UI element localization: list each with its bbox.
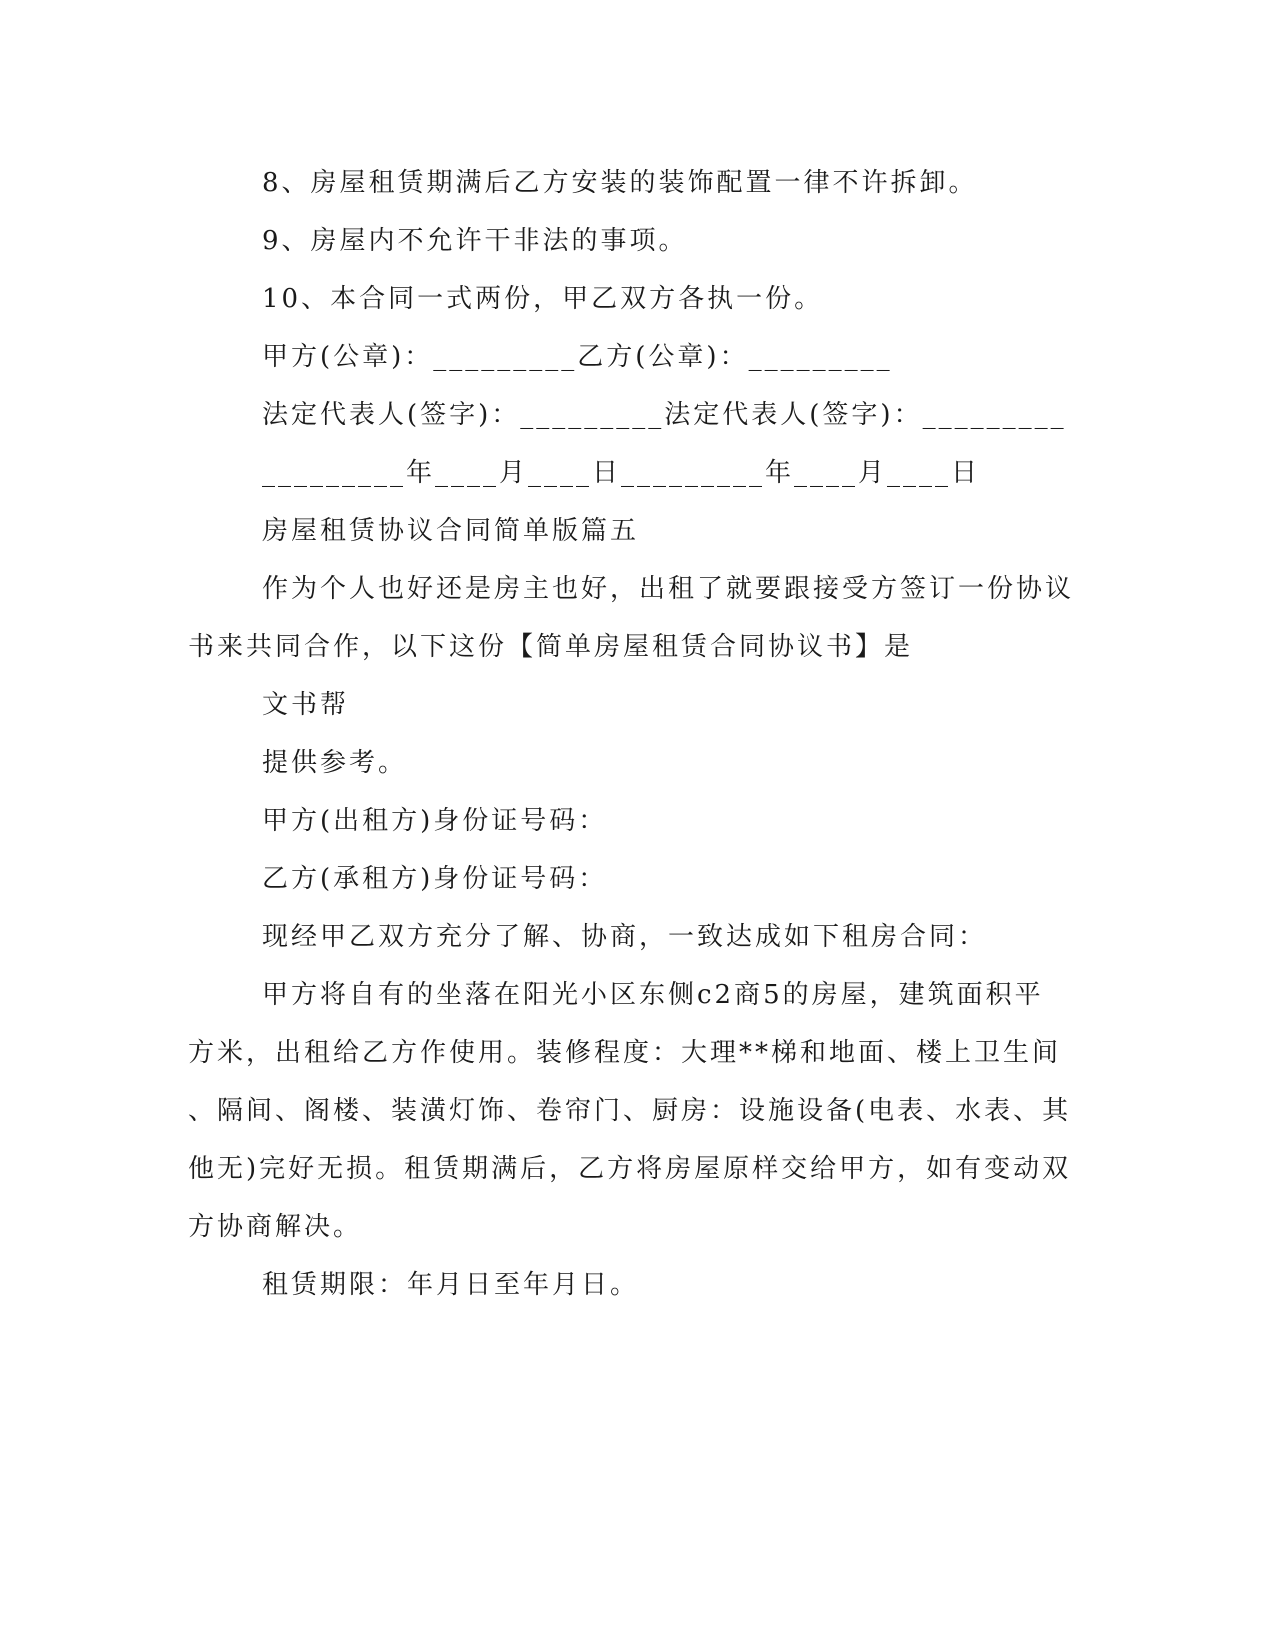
property-paragraph-line-2: 方米，出租给乙方作使用。装修程度：大理**梯和地面、楼上卫生间	[188, 1038, 1062, 1068]
clause-8: 8、房屋租赁期满后乙方安装的装饰配置一律不许拆卸。	[262, 168, 978, 198]
section-heading: 房屋租赁协议合同简单版篇五	[262, 516, 640, 546]
party-a-id-label: 甲方(出租方)身份证号码：	[262, 806, 608, 836]
party-b-id-label: 乙方(承租方)身份证号码：	[262, 864, 608, 894]
intro-paragraph-line-1: 作为个人也好还是房主也好，出租了就要跟接受方签订一份协议	[262, 574, 1075, 604]
reference-text: 提供参考。	[262, 748, 408, 778]
clause-9: 9、房屋内不允许干非法的事项。	[262, 226, 688, 256]
legal-representative-line: 法定代表人(签字)：_________法定代表人(签字)：_________	[262, 400, 1067, 430]
property-paragraph-line-1: 甲方将自有的坐落在阳光小区东侧c2商5的房屋，建筑面积平	[262, 980, 1044, 1010]
clause-10: 10、本合同一式两份，甲乙双方各执一份。	[262, 284, 824, 314]
property-paragraph-line-4: 他无)完好无损。租赁期满后，乙方将房屋原样交给甲方，如有变动双	[188, 1154, 1072, 1184]
source-text: 文书帮	[262, 690, 350, 720]
agreement-intro: 现经甲乙双方充分了解、协商，一致达成如下租房合同：	[262, 922, 988, 952]
date-line: _________年____月____日_________年____月____日	[262, 458, 981, 488]
intro-paragraph-line-2: 书来共同合作，以下这份【简单房屋租赁合同协议书】是	[188, 632, 914, 662]
seal-signature-line: 甲方(公章)：_________乙方(公章)：_________	[262, 342, 893, 372]
property-paragraph-line-5: 方协商解决。	[188, 1212, 363, 1242]
lease-term: 租赁期限：年月日至年月日。	[262, 1270, 640, 1300]
property-paragraph-line-3: 、隔间、阁楼、装潢灯饰、卷帘门、厨房：设施设备(电表、水表、其	[188, 1096, 1072, 1126]
